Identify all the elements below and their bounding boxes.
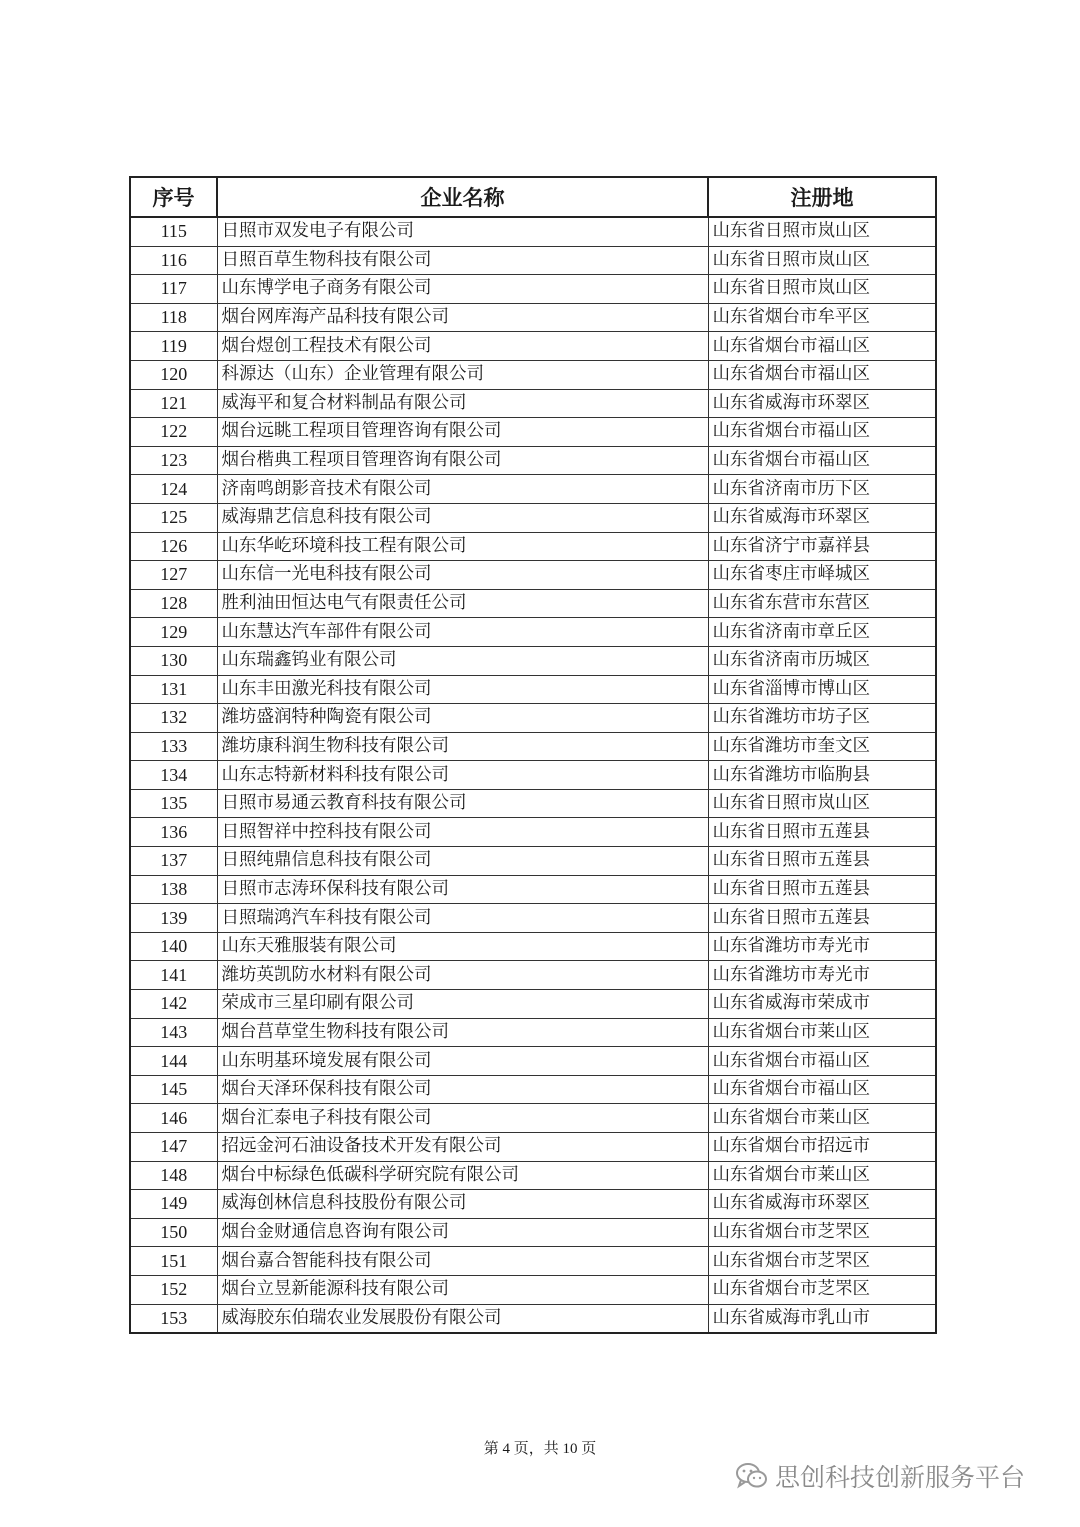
cell-company-name: 日照纯鼎信息科技有限公司 [217, 847, 708, 876]
table-row [130, 904, 936, 933]
cell-company-name: 潍坊盛润特种陶瓷有限公司 [217, 704, 708, 733]
cell-serial-number: 153 [130, 1304, 217, 1333]
table-row [130, 990, 936, 1019]
table-row [130, 246, 936, 275]
cell-serial-number: 131 [130, 675, 217, 704]
cell-company-name: 山东信一光电科技有限公司 [217, 561, 708, 590]
cell-serial-number: 135 [130, 789, 217, 818]
table-row [130, 532, 936, 561]
cell-company-name: 山东博学电子商务有限公司 [217, 275, 708, 304]
table-row [130, 332, 936, 361]
table-row [130, 1018, 936, 1047]
table-row [130, 1075, 936, 1104]
cell-company-name: 烟台煜创工程技术有限公司 [217, 332, 708, 361]
cell-registered-location: 山东省烟台市福山区 [708, 446, 936, 475]
cell-serial-number: 116 [130, 246, 217, 275]
cell-serial-number: 150 [130, 1218, 217, 1247]
cell-registered-location: 山东省烟台市福山区 [708, 418, 936, 447]
table-row [130, 618, 936, 647]
table-row [130, 217, 936, 246]
cell-company-name: 威海胶东伯瑞农业发展股份有限公司 [217, 1304, 708, 1333]
cell-serial-number: 151 [130, 1247, 217, 1276]
cell-company-name: 烟台嘉合智能科技有限公司 [217, 1247, 708, 1276]
cell-registered-location: 山东省威海市环翠区 [708, 389, 936, 418]
table-header-row [130, 177, 936, 217]
cell-registered-location: 山东省威海市荣成市 [708, 990, 936, 1019]
cell-company-name: 招远金河石油设备技术开发有限公司 [217, 1133, 708, 1162]
table-row [130, 1161, 936, 1190]
cell-company-name: 威海创林信息科技股份有限公司 [217, 1190, 708, 1219]
cell-serial-number: 119 [130, 332, 217, 361]
cell-registered-location: 山东省日照市五莲县 [708, 875, 936, 904]
cell-registered-location: 山东省东营市东营区 [708, 589, 936, 618]
cell-serial-number: 149 [130, 1190, 217, 1219]
table-row [130, 389, 936, 418]
cell-registered-location: 山东省日照市岚山区 [708, 217, 936, 246]
cell-serial-number: 120 [130, 360, 217, 389]
cell-serial-number: 115 [130, 217, 217, 246]
cell-serial-number: 147 [130, 1133, 217, 1162]
cell-company-name: 日照市双发电子有限公司 [217, 217, 708, 246]
cell-serial-number: 136 [130, 818, 217, 847]
cell-registered-location: 山东省潍坊市临朐县 [708, 761, 936, 790]
cell-serial-number: 117 [130, 275, 217, 304]
cell-registered-location: 山东省日照市五莲县 [708, 847, 936, 876]
table-row [130, 418, 936, 447]
table-row [130, 732, 936, 761]
table-row [130, 446, 936, 475]
table-row [130, 561, 936, 590]
cell-company-name: 潍坊康科润生物科技有限公司 [217, 732, 708, 761]
cell-company-name: 日照智祥中控科技有限公司 [217, 818, 708, 847]
table-row [130, 360, 936, 389]
cell-company-name: 烟台金财通信息咨询有限公司 [217, 1218, 708, 1247]
cell-company-name: 威海鼎艺信息科技有限公司 [217, 503, 708, 532]
table-row [130, 847, 936, 876]
cell-company-name: 潍坊英凯防水材料有限公司 [217, 961, 708, 990]
table-row [130, 761, 936, 790]
cell-registered-location: 山东省威海市乳山市 [708, 1304, 936, 1333]
cell-serial-number: 126 [130, 532, 217, 561]
cell-company-name: 威海平和复合材料制品有限公司 [217, 389, 708, 418]
cell-company-name: 烟台中标绿色低碳科学研究院有限公司 [217, 1161, 708, 1190]
cell-company-name: 烟台莒草堂生物科技有限公司 [217, 1018, 708, 1047]
cell-registered-location: 山东省淄博市博山区 [708, 675, 936, 704]
cell-company-name: 山东天雅服装有限公司 [217, 932, 708, 961]
cell-serial-number: 132 [130, 704, 217, 733]
cell-serial-number: 140 [130, 932, 217, 961]
watermark [735, 1458, 1025, 1494]
cell-company-name: 烟台网库海产品科技有限公司 [217, 303, 708, 332]
table-row [130, 503, 936, 532]
table-row [130, 275, 936, 304]
cell-serial-number: 125 [130, 503, 217, 532]
cell-registered-location: 山东省济宁市嘉祥县 [708, 532, 936, 561]
cell-company-name: 烟台汇泰电子科技有限公司 [217, 1104, 708, 1133]
table-row [130, 1190, 936, 1219]
cell-registered-location: 山东省潍坊市寿光市 [708, 932, 936, 961]
cell-registered-location: 山东省烟台市福山区 [708, 332, 936, 361]
cell-serial-number: 152 [130, 1275, 217, 1304]
cell-serial-number: 142 [130, 990, 217, 1019]
cell-registered-location: 山东省潍坊市坊子区 [708, 704, 936, 733]
cell-serial-number: 148 [130, 1161, 217, 1190]
cell-company-name: 荣成市三星印刷有限公司 [217, 990, 708, 1019]
cell-serial-number: 127 [130, 561, 217, 590]
cell-serial-number: 134 [130, 761, 217, 790]
cell-registered-location: 山东省烟台市招远市 [708, 1133, 936, 1162]
cell-registered-location: 山东省日照市岚山区 [708, 275, 936, 304]
cell-registered-location: 山东省烟台市芝罘区 [708, 1247, 936, 1276]
table-row [130, 1218, 936, 1247]
cell-serial-number: 122 [130, 418, 217, 447]
cell-serial-number: 143 [130, 1018, 217, 1047]
cell-serial-number: 139 [130, 904, 217, 933]
cell-company-name: 胜利油田恒达电气有限责任公司 [217, 589, 708, 618]
cell-company-name: 济南鸣朗影音技术有限公司 [217, 475, 708, 504]
table-row [130, 1304, 936, 1333]
cell-registered-location: 山东省潍坊市奎文区 [708, 732, 936, 761]
cell-company-name: 日照市志涛环保科技有限公司 [217, 875, 708, 904]
table-row [130, 789, 936, 818]
cell-serial-number: 130 [130, 646, 217, 675]
cell-company-name: 山东慧达汽车部件有限公司 [217, 618, 708, 647]
table-row [130, 1047, 936, 1076]
table-row [130, 475, 936, 504]
cell-registered-location: 山东省烟台市莱山区 [708, 1161, 936, 1190]
table-row [130, 818, 936, 847]
cell-registered-location: 山东省日照市岚山区 [708, 246, 936, 275]
cell-company-name: 日照市易通云教育科技有限公司 [217, 789, 708, 818]
cell-registered-location: 山东省烟台市芝罘区 [708, 1275, 936, 1304]
header-company-name: 企业名称 [217, 177, 708, 217]
cell-registered-location: 山东省烟台市福山区 [708, 360, 936, 389]
cell-registered-location: 山东省烟台市芝罘区 [708, 1218, 936, 1247]
cell-serial-number: 128 [130, 589, 217, 618]
header-serial-number: 序号 [130, 177, 217, 217]
company-list-table-container [129, 176, 935, 1334]
table-row [130, 1275, 936, 1304]
table-row [130, 1133, 936, 1162]
cell-registered-location: 山东省日照市五莲县 [708, 904, 936, 933]
table-row [130, 646, 936, 675]
cell-registered-location: 山东省烟台市牟平区 [708, 303, 936, 332]
cell-serial-number: 129 [130, 618, 217, 647]
cell-company-name: 烟台楷典工程项目管理咨询有限公司 [217, 446, 708, 475]
cell-company-name: 烟台远眺工程项目管理咨询有限公司 [217, 418, 708, 447]
cell-company-name: 科源达（山东）企业管理有限公司 [217, 360, 708, 389]
table-row [130, 589, 936, 618]
cell-company-name: 山东华屹环境科技工程有限公司 [217, 532, 708, 561]
cell-company-name: 烟台天泽环保科技有限公司 [217, 1075, 708, 1104]
cell-serial-number: 123 [130, 446, 217, 475]
table-row [130, 704, 936, 733]
cell-serial-number: 133 [130, 732, 217, 761]
cell-registered-location: 山东省济南市历城区 [708, 646, 936, 675]
table-row [130, 675, 936, 704]
cell-registered-location: 山东省潍坊市寿光市 [708, 961, 936, 990]
cell-company-name: 山东瑞鑫钨业有限公司 [217, 646, 708, 675]
cell-registered-location: 山东省日照市岚山区 [708, 789, 936, 818]
cell-serial-number: 118 [130, 303, 217, 332]
wechat-icon [735, 1461, 769, 1491]
header-registered-location: 注册地 [708, 177, 936, 217]
cell-serial-number: 141 [130, 961, 217, 990]
table-row [130, 875, 936, 904]
cell-serial-number: 144 [130, 1047, 217, 1076]
page-number-footer: 第 4 页，共 10 页 [483, 1441, 597, 1457]
cell-company-name: 日照百草生物科技有限公司 [217, 246, 708, 275]
watermark-text: 思创科技创新服务平台 [775, 1463, 1026, 1492]
cell-registered-location: 山东省枣庄市峄城区 [708, 561, 936, 590]
cell-registered-location: 山东省烟台市福山区 [708, 1075, 936, 1104]
company-list-table [129, 176, 937, 1334]
table-row [130, 1104, 936, 1133]
table-row [130, 303, 936, 332]
cell-company-name: 山东志特新材料科技有限公司 [217, 761, 708, 790]
cell-registered-location: 山东省济南市章丘区 [708, 618, 936, 647]
cell-serial-number: 137 [130, 847, 217, 876]
cell-serial-number: 145 [130, 1075, 217, 1104]
cell-company-name: 日照瑞鸿汽车科技有限公司 [217, 904, 708, 933]
cell-serial-number: 138 [130, 875, 217, 904]
cell-registered-location: 山东省威海市环翠区 [708, 503, 936, 532]
cell-registered-location: 山东省济南市历下区 [708, 475, 936, 504]
cell-registered-location: 山东省威海市环翠区 [708, 1190, 936, 1219]
cell-serial-number: 121 [130, 389, 217, 418]
table-body [130, 217, 936, 1333]
cell-serial-number: 124 [130, 475, 217, 504]
cell-company-name: 山东丰田激光科技有限公司 [217, 675, 708, 704]
cell-serial-number: 146 [130, 1104, 217, 1133]
table-row [130, 1247, 936, 1276]
cell-registered-location: 山东省日照市五莲县 [708, 818, 936, 847]
cell-company-name: 烟台立昱新能源科技有限公司 [217, 1275, 708, 1304]
cell-registered-location: 山东省烟台市莱山区 [708, 1018, 936, 1047]
cell-company-name: 山东明基环境发展有限公司 [217, 1047, 708, 1076]
cell-registered-location: 山东省烟台市福山区 [708, 1047, 936, 1076]
cell-registered-location: 山东省烟台市莱山区 [708, 1104, 936, 1133]
table-row [130, 961, 936, 990]
table-row [130, 932, 936, 961]
